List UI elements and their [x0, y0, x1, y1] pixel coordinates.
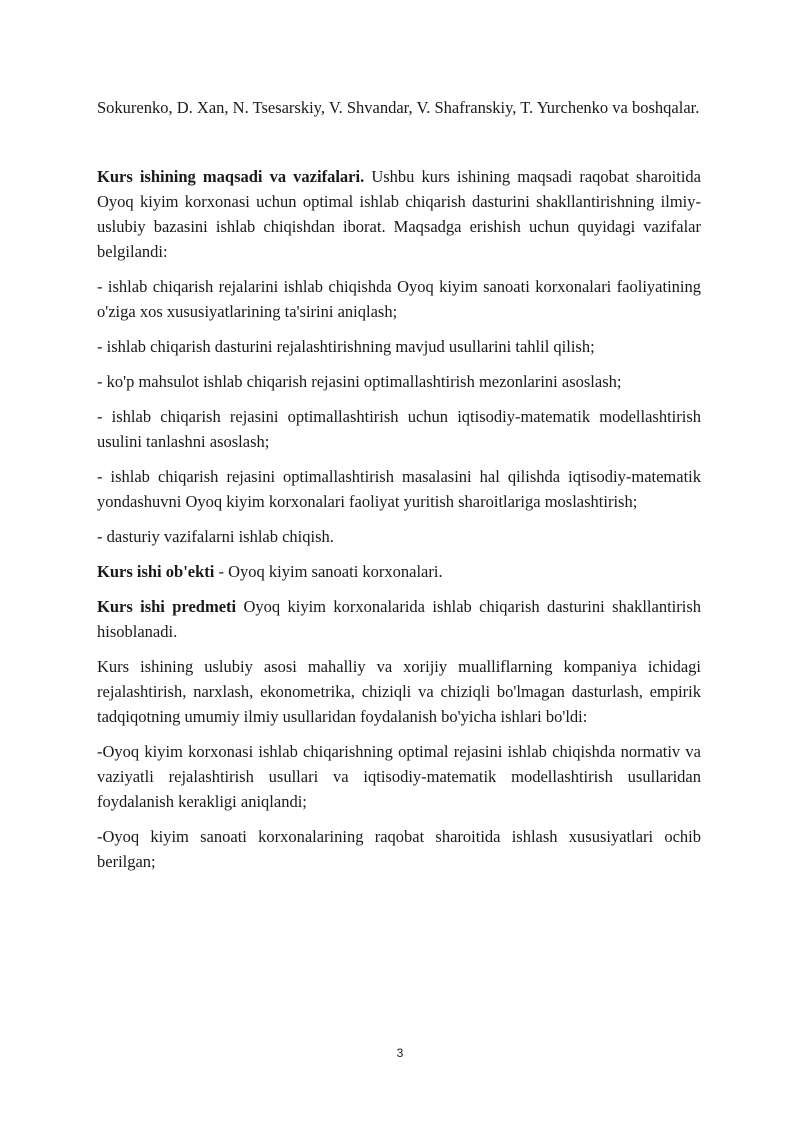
paragraph-heading: Kurs ishi ob'ekti: [97, 562, 215, 581]
paragraph: [97, 594, 701, 644]
paragraph: [97, 654, 701, 729]
paragraph-text: - ko'p mahsulot ishlab chiqarish rejasini optimallashtirish mezonlarini asoslash;: [97, 372, 622, 391]
paragraph: [97, 334, 701, 359]
paragraph: [97, 824, 701, 874]
paragraph-text: -Oyoq kiyim korxonasi ishlab chiqarishning optimal rejasini ishlab chiqishda normativ va vaziyatli rejalashtirish usullari va iqtisodiy-matematik modellashtirish usullaridan foydalanish kerakligi aniqlandi;: [97, 742, 701, 811]
paragraph: [97, 739, 701, 814]
paragraph-text: - ishlab chiqarish rejasini optimallashtirish uchun iqtisodiy-matematik modellashtirish usulini tanlashni asoslash;: [97, 407, 701, 451]
paragraph-text: Ushbu kurs ishining maqsadi raqobat sharoitida Oyoq kiyim korxonasi uchun optimal ishlab chiqarish dasturini shakllantirishning ilmiy-uslubiy bazasini ishlab chiqishdan iborat. Maqsadga erishish uchun quyidagi vazifalar belgilandi:: [97, 167, 701, 261]
paragraph-text: - ishlab chiqarish rejasini optimallashtirish masalasini hal qilishda iqtisodiy-matematik yondashuvni Oyoq kiyim korxonalari faoliyat yuritish sharoitlariga moslashtirish;: [97, 467, 701, 511]
paragraph-text: - Oyoq kiyim sanoati korxonalari.: [214, 562, 443, 581]
paragraph: [97, 274, 701, 324]
paragraph: [97, 404, 701, 454]
paragraph: [97, 95, 701, 120]
paragraph-text: Oyoq kiyim korxonalarida ishlab chiqarish dasturini shakllantirish hisoblanadi.: [97, 597, 701, 641]
paragraph: [97, 369, 701, 394]
document-body: [97, 95, 701, 884]
paragraph: [97, 559, 701, 584]
paragraph-text: Kurs ishining uslubiy asosi mahalliy va xorijiy mualliflarning kompaniya ichidagi rejalashtirish, narxlash, ekonometrika, chiziqli va chiziqli bo'lmagan dasturlash, empirik tadqiqotning umumiy ilmiy usullaridan foydalanish bo'yicha ishlari bo'ldi:: [97, 657, 701, 726]
paragraph-heading: Kurs ishining maqsadi va vazifalari.: [97, 167, 365, 186]
paragraph-text: - ishlab chiqarish rejalarini ishlab chiqishda Oyoq kiyim sanoati korxonalari faoliyatining o'ziga xos xususiyatlarining ta'sirini aniqlash;: [97, 277, 701, 321]
paragraph-text: - ishlab chiqarish dasturini rejalashtirishning mavjud usullarini tahlil qilish;: [97, 337, 595, 356]
paragraph: [97, 164, 701, 264]
paragraph: [97, 464, 701, 514]
paragraph: [97, 524, 701, 549]
page-number: 3: [396, 1046, 404, 1060]
paragraph-text: -Oyoq kiyim sanoati korxonalarining raqobat sharoitida ishlash xususiyatlari ochib berilgan;: [97, 827, 701, 871]
paragraph-heading: Kurs ishi predmeti: [97, 597, 237, 616]
paragraph-text: - dasturiy vazifalarni ishlab chiqish.: [97, 527, 334, 546]
paragraph-text: Sokurenko, D. Xan, N. Tsesarskiy, V. Shvandar, V. Shafranskiy, T. Yurchenko va boshqalar.: [97, 98, 700, 117]
